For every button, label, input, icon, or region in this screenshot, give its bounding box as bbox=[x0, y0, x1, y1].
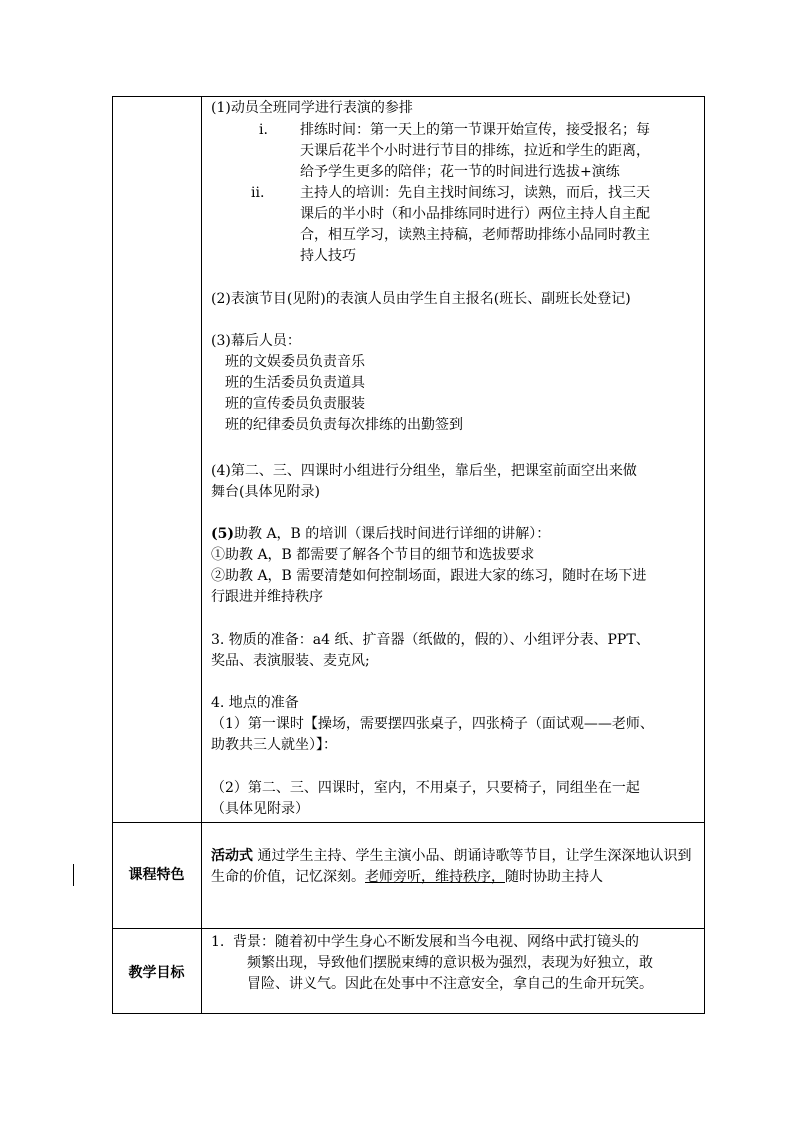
features-lead: 活动式 bbox=[211, 848, 253, 864]
text-cursor bbox=[73, 864, 74, 886]
row-divider-features-goals bbox=[112, 928, 705, 929]
venue-2-line-1: （2）第二、三、四课时，室内，不用桌子，只要椅子，同组坐在一起 bbox=[211, 780, 640, 796]
item2-text: (2)表演节目(见附)的表演人员由学生自主报名(班长、副班长处登记) bbox=[211, 291, 631, 307]
item3-line-3: 班的宣传委员负责服装 bbox=[225, 396, 365, 412]
item1-i-marker: i. bbox=[259, 122, 268, 138]
features-text bbox=[211, 846, 701, 888]
item3-line-2: 班的生活委员负责道具 bbox=[225, 375, 365, 391]
row-divider-content-features bbox=[112, 822, 705, 823]
goals-label: 教学目标 bbox=[128, 965, 185, 981]
item5-sub2-line-2: 行跟进并维持秩序 bbox=[211, 589, 323, 605]
venue-1-line-1: （1）第一课时【操场，需要摆四张桌子，四张椅子（面试观——老师、 bbox=[211, 716, 654, 732]
materials-line-1: 3. 物质的准备：a4 纸、扩音器（纸做的，假的）、小组评分表、PPT、 bbox=[211, 632, 650, 648]
goals-marker: 1. bbox=[211, 934, 225, 950]
venue-1-line-2: 助教共三人就坐）】： bbox=[211, 737, 337, 753]
item1-ii-line-4: 持人技巧 bbox=[300, 248, 356, 264]
venue-heading: 4. 地点的准备 bbox=[211, 695, 299, 711]
features-text-b: 随时协助主持人 bbox=[505, 869, 603, 885]
venue-2-line-2: （具体见附录） bbox=[211, 801, 309, 817]
item5-sub2-line-1: ②助教 A，B 需要清楚如何控制场面，跟进大家的练习，随时在场下进 bbox=[211, 568, 647, 584]
item1-ii-marker: ii. bbox=[251, 185, 265, 201]
features-label: 课程特色 bbox=[128, 867, 185, 883]
materials-line-2: 奖品、表演服装、麦克风; bbox=[211, 653, 370, 669]
item1-i-line-2: 天课后花半个小时进行节目的排练，拉近和学生的距离， bbox=[300, 143, 650, 159]
item5-title: 助教 A，B 的培训（课后找时间进行详细的讲解）： bbox=[234, 526, 551, 542]
item5-heading bbox=[211, 524, 703, 545]
goals-line-1: 背景：随着初中学生身心不断发展和当今电视、网络中武打镜头的 bbox=[233, 934, 639, 950]
item5-sub1: ①助教 A，B 都需要了解各个节目的细节和选拔要求 bbox=[211, 547, 535, 563]
features-underlined: 老师旁听，维持秩序， bbox=[365, 869, 505, 885]
item4-line-1: (4)第二、三、四课时小组进行分组坐，靠后坐，把课室前面空出来做 bbox=[211, 463, 637, 479]
item1-ii-line-3: 合，相互学习，读熟主持稿，老师帮助排练小品同时教主 bbox=[300, 227, 650, 243]
features-text-a: 通过学生主持、学生主演小品、朗诵诗歌等节目，让学生深深地认识到生命的价值，记忆深刻。 bbox=[211, 848, 692, 885]
item1-heading: (1)动员全班同学进行表演的参排 bbox=[211, 100, 413, 116]
item4-line-2: 舞台(具体见附录) bbox=[211, 484, 320, 500]
goals-line-2: 频繁出现，导致他们摆脱束缚的意识极为强烈，表现为好独立，敢 bbox=[247, 955, 653, 971]
item3-line-4: 班的纪律委员负责每次排练的出勤签到 bbox=[225, 417, 463, 433]
item1-i-line-3: 给予学生更多的陪伴；花一节的时间进行选拔+演练 bbox=[300, 164, 620, 180]
item1-ii-line-2: 课后的半小时（和小品排练同时进行）两位主持人自主配 bbox=[300, 206, 650, 222]
item5-number: (5) bbox=[211, 526, 234, 542]
item3-heading: (3)幕后人员： bbox=[211, 333, 301, 349]
item3-line-1: 班的文娱委员负责音乐 bbox=[225, 354, 365, 370]
column-divider bbox=[201, 96, 202, 1014]
item1-i-line-1: 排练时间：第一天上的第一节课开始宣传，接受报名；每 bbox=[300, 122, 650, 138]
item1-ii-line-1: 主持人的培训：先自主找时间练习，读熟，而后，找三天 bbox=[300, 185, 650, 201]
goals-line-3: 冒险、讲义气。因此在处事中不注意安全，拿自己的生命开玩笑。 bbox=[247, 976, 653, 992]
